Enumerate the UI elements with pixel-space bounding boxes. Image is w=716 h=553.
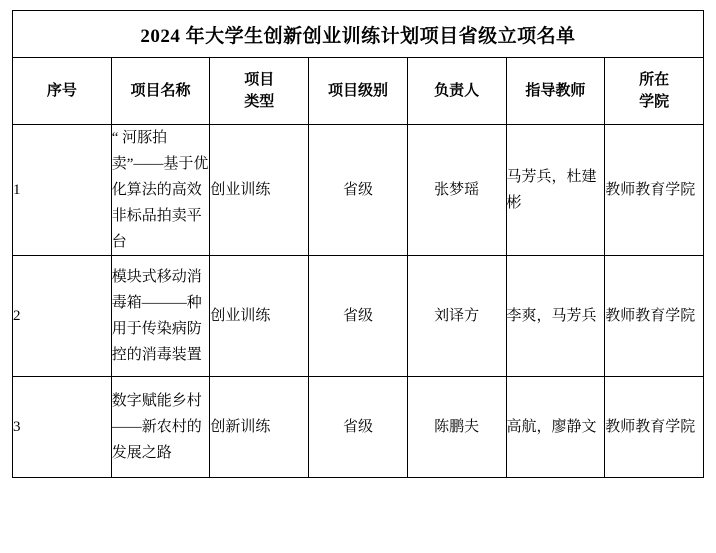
column-header-college-line2: 学院 (639, 94, 670, 110)
project-listing-table (12, 10, 704, 478)
column-header-teacher: 指导教师 (506, 58, 605, 125)
column-header-college-line1: 所在 (639, 72, 670, 88)
column-header-level: 项目级别 (309, 58, 408, 125)
column-header-num: 序号 (13, 58, 112, 125)
cell-teacher: 李爽，马芳兵 (506, 256, 605, 377)
column-header-type-line1: 项目 (244, 72, 275, 88)
cell-level: 省级 (309, 377, 408, 478)
cell-type: 创业训练 (210, 256, 309, 377)
table-header-row (13, 58, 704, 125)
cell-num: 1 (13, 125, 112, 256)
cell-leader: 张梦瑶 (407, 125, 506, 256)
page-title: 2024 年大学生创新创业训练计划项目省级立项名单 (13, 11, 704, 58)
column-header-type-line2: 类型 (244, 94, 275, 110)
cell-level: 省级 (309, 125, 408, 256)
column-header-type (210, 58, 309, 125)
cell-leader: 刘译方 (407, 256, 506, 377)
cell-type: 创业训练 (210, 125, 309, 256)
column-header-leader: 负责人 (407, 58, 506, 125)
cell-name: 数字赋能乡村——新农村的发展之路 (111, 377, 210, 478)
cell-teacher: 马芳兵，杜建彬 (506, 125, 605, 256)
table-row (13, 256, 704, 377)
cell-college: 教师教育学院 (605, 125, 704, 256)
cell-college: 教师教育学院 (605, 377, 704, 478)
column-header-name: 项目名称 (111, 58, 210, 125)
cell-college: 教师教育学院 (605, 256, 704, 377)
cell-leader: 陈鹏夫 (407, 377, 506, 478)
cell-name: “ 河豚拍卖”——基于优化算法的高效非标品拍卖平台 (111, 125, 210, 256)
cell-name: 模块式移动消毒箱———种用于传染病防控的消毒装置 (111, 256, 210, 377)
cell-num: 2 (13, 256, 112, 377)
table-row (13, 377, 704, 478)
cell-teacher: 高航，廖静文 (506, 377, 605, 478)
table-row (13, 125, 704, 256)
column-header-college (605, 58, 704, 125)
table-title-row (13, 11, 704, 58)
cell-num: 3 (13, 377, 112, 478)
cell-type: 创新训练 (210, 377, 309, 478)
cell-level: 省级 (309, 256, 408, 377)
